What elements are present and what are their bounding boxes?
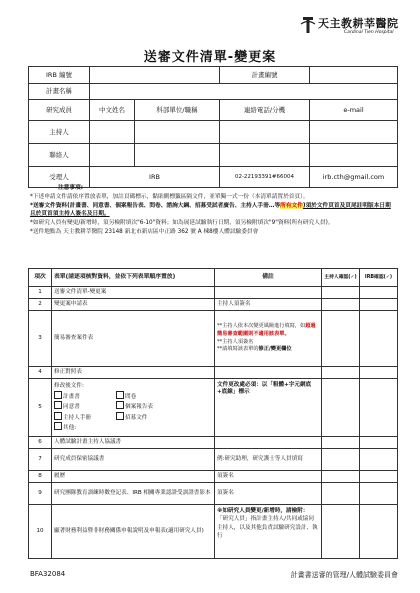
remark-text: **主持人依本次變更風險進行填寫，如 <box>217 323 306 330</box>
pi-name-field[interactable] <box>90 121 135 144</box>
contact-dept-field[interactable] <box>135 144 220 167</box>
info-table <box>28 66 398 188</box>
pi-check-cell[interactable] <box>322 287 360 299</box>
option-label: 計畫書 <box>63 393 80 400</box>
item-remark: 主持人須簽名 <box>215 299 322 311</box>
checkbox-other[interactable] <box>54 422 62 430</box>
checkbox-questionnaire[interactable] <box>116 391 124 399</box>
irb-check-cell[interactable] <box>360 299 398 311</box>
irb-check-cell[interactable] <box>360 287 398 299</box>
pi-email-field[interactable] <box>310 121 398 144</box>
plan-name-label: 計畫名稱 <box>29 83 90 100</box>
header-no: 項次 <box>29 269 52 287</box>
footer-code: BFA32084 <box>30 570 66 578</box>
note-line-2-highlight: 所有文件 <box>280 202 303 209</box>
pi-phone-field[interactable] <box>220 121 310 144</box>
pi-check-cell[interactable] <box>322 299 360 311</box>
item-no: 2 <box>29 299 52 311</box>
checkbox-investigator-brochure[interactable] <box>54 412 62 420</box>
contact-name-field[interactable] <box>90 144 135 167</box>
row-contact: 聯絡人 <box>29 144 90 167</box>
col-email: e-mail <box>310 100 398 121</box>
plan-no-label: 計畫編號 <box>220 67 310 84</box>
remark-text: **請填寫該表單的 <box>217 346 259 353</box>
remark-text-warning: 超過簡易審查範圍 <box>217 323 316 337</box>
remark-text-bold: ※如研究人員變更/新增時，請檢附： <box>217 508 309 514</box>
item-no: 3 <box>29 311 52 367</box>
item-no: 5 <box>29 379 52 437</box>
pi-check-cell[interactable] <box>322 483 360 505</box>
contact-phone-field[interactable] <box>220 144 310 167</box>
option-label: 問卷 <box>125 393 137 400</box>
item-no: 1 <box>29 287 52 299</box>
item-form <box>52 379 215 437</box>
pi-check-cell[interactable] <box>322 437 360 449</box>
option-label: 主持人手冊 <box>63 414 91 421</box>
page-title: 送審文件清單-變更案 <box>143 50 277 65</box>
item-form: 送審文件清單-變更案 <box>52 287 215 299</box>
checkbox-case-report[interactable] <box>116 401 124 409</box>
pi-check-cell[interactable] <box>322 471 360 483</box>
item-form: 研究團隊教育訓練時數登記表、IRB 相關專業認證受訓證書影本 <box>52 483 215 505</box>
header-pi-check: 主持人確認(✓) <box>322 269 360 287</box>
remark-text: **主持人須簽名 <box>217 338 254 345</box>
item-no: 6 <box>29 437 52 449</box>
remark-text-bold: 欄位 <box>281 346 292 353</box>
item-remark: 須簽名 <box>215 471 322 483</box>
checkbox-recruitment[interactable] <box>116 412 124 420</box>
pi-check-cell[interactable] <box>322 379 360 437</box>
option-label: 其他: <box>63 425 77 432</box>
item-no: 7 <box>29 449 52 471</box>
item-remark: 須簽名 <box>215 483 322 505</box>
header-form: 表單(請逐項核對資料，並依下列表單順序置放) <box>52 269 215 287</box>
item-remark <box>215 437 322 449</box>
item-no: 10 <box>29 505 52 559</box>
pi-check-cell[interactable] <box>322 449 360 471</box>
item-form: 簡易審查案件表 <box>52 311 215 367</box>
irb-check-cell[interactable] <box>360 505 398 559</box>
note-line-1: *下述申請文件請依序置放表單，加註頁碼標示，黏貼側標籤區隔文件，並單獨一式一份（本清單請置於首頁）。 <box>30 193 309 200</box>
plan-no-field[interactable] <box>310 67 398 84</box>
item-no: 4 <box>29 367 52 379</box>
option-label: 招募文件 <box>125 414 148 421</box>
pi-dept-field[interactable] <box>135 121 220 144</box>
note-line-2-post: )須於文件頁首及頁尾註明版本日期且於頁首須主持人簽名及日期。 <box>30 202 391 218</box>
checkbox-protocol[interactable] <box>54 391 62 399</box>
item-remark: 文件更改處必須：以「粗體+字元網底+底線」標示 <box>215 379 322 437</box>
note-line-4: *送件地點為 天主教耕莘醫院 23148 新北市新店區中正路 362 號 A 棟8樓人體試驗委員會 <box>30 229 259 236</box>
option-label: 個案報告表 <box>125 404 153 411</box>
item-remark: 例:研究助理，研究護士等人員填寫 <box>215 449 322 471</box>
irb-no-field[interactable] <box>90 67 220 84</box>
item-form: 人體試驗計畫主持人協議書 <box>52 437 215 449</box>
remark-text-warning: 則不適用該表單。 <box>248 330 290 337</box>
item-form: 研究成員保密協議書 <box>52 449 215 471</box>
note-line-2 <box>30 202 392 220</box>
submission-list-table <box>28 268 398 559</box>
plan-name-field[interactable] <box>90 83 398 100</box>
pi-check-cell[interactable] <box>322 505 360 559</box>
item-remark <box>215 287 322 299</box>
note-line-2-pre: *送審文件資料(計畫書、同意書、個案報告表、問卷、諮詢大綱、招募受試者廣告、主持人手冊…等 <box>30 202 281 209</box>
row-receiver: 受理人 <box>29 167 90 188</box>
footer-department: 計畫書送審的管理/人體試驗委員會 <box>290 571 398 579</box>
irb-check-cell[interactable] <box>360 367 398 379</box>
pi-check-cell[interactable] <box>322 311 360 367</box>
item-form: 顯著財務利益暨非財務關係申報說明及申報表(適用研究人員) <box>52 505 215 559</box>
col-member: 研究成員 <box>29 100 90 121</box>
col-name: 中文姓名 <box>90 100 135 121</box>
item-form: 變更案申請表 <box>52 299 215 311</box>
hospital-name: 天主教耕莘醫院 <box>318 17 399 30</box>
item-form: 履歷 <box>52 471 215 483</box>
option-label: 同意書 <box>63 404 80 411</box>
item-remark <box>215 367 322 379</box>
item-remark <box>215 311 322 367</box>
row-pi: 主持人 <box>29 121 90 144</box>
irb-no-label: IRB 編號 <box>29 67 90 84</box>
item-no: 8 <box>29 471 52 483</box>
modified-docs-title: 修改後文件: <box>54 382 84 389</box>
irb-check-cell[interactable] <box>360 311 398 367</box>
cross-logo-icon <box>300 15 316 35</box>
pi-check-cell[interactable] <box>322 367 360 379</box>
item-remark <box>215 505 322 559</box>
irb-check-cell[interactable] <box>360 483 398 505</box>
irb-check-cell[interactable] <box>360 379 398 437</box>
irb-check-cell[interactable] <box>360 471 398 483</box>
checkbox-consent[interactable] <box>54 401 62 409</box>
receiver-value: IRB <box>90 167 220 188</box>
irb-check-cell[interactable] <box>360 449 398 471</box>
notes-title: 注意事項: <box>58 185 84 191</box>
contact-email-field[interactable] <box>310 144 398 167</box>
col-phone: 連絡電話/分機 <box>220 100 310 121</box>
receiver-phone: 02-22193391#66004 <box>220 167 310 188</box>
item-no: 9 <box>29 483 52 505</box>
note-line-3: *如研究人員有變更/新增時，須另檢附填次"6-10"資料；如為展延試驗執行日期，須另檢附填次"9"資料(所有研究人員)。 <box>30 220 334 227</box>
remark-text-bold: 修正/變更 <box>258 346 282 353</box>
header-irb-check: IRB確認(✓) <box>360 269 398 287</box>
hospital-logo <box>300 14 410 40</box>
col-dept: 科部單位/職稱 <box>135 100 220 121</box>
hospital-name-en: Cardinal Tien Hospital <box>344 30 394 35</box>
header-remark: 備註 <box>215 269 322 287</box>
irb-check-cell[interactable] <box>360 437 398 449</box>
item-form: 修正對照表 <box>52 367 215 379</box>
receiver-email: irb.cth@gmail.com <box>310 167 398 188</box>
remark-text: 「研究人員」指計畫主持人/共同或協同主持人，以及其他負責試驗研究設計、執行 <box>217 516 318 540</box>
notes-block <box>30 184 392 237</box>
